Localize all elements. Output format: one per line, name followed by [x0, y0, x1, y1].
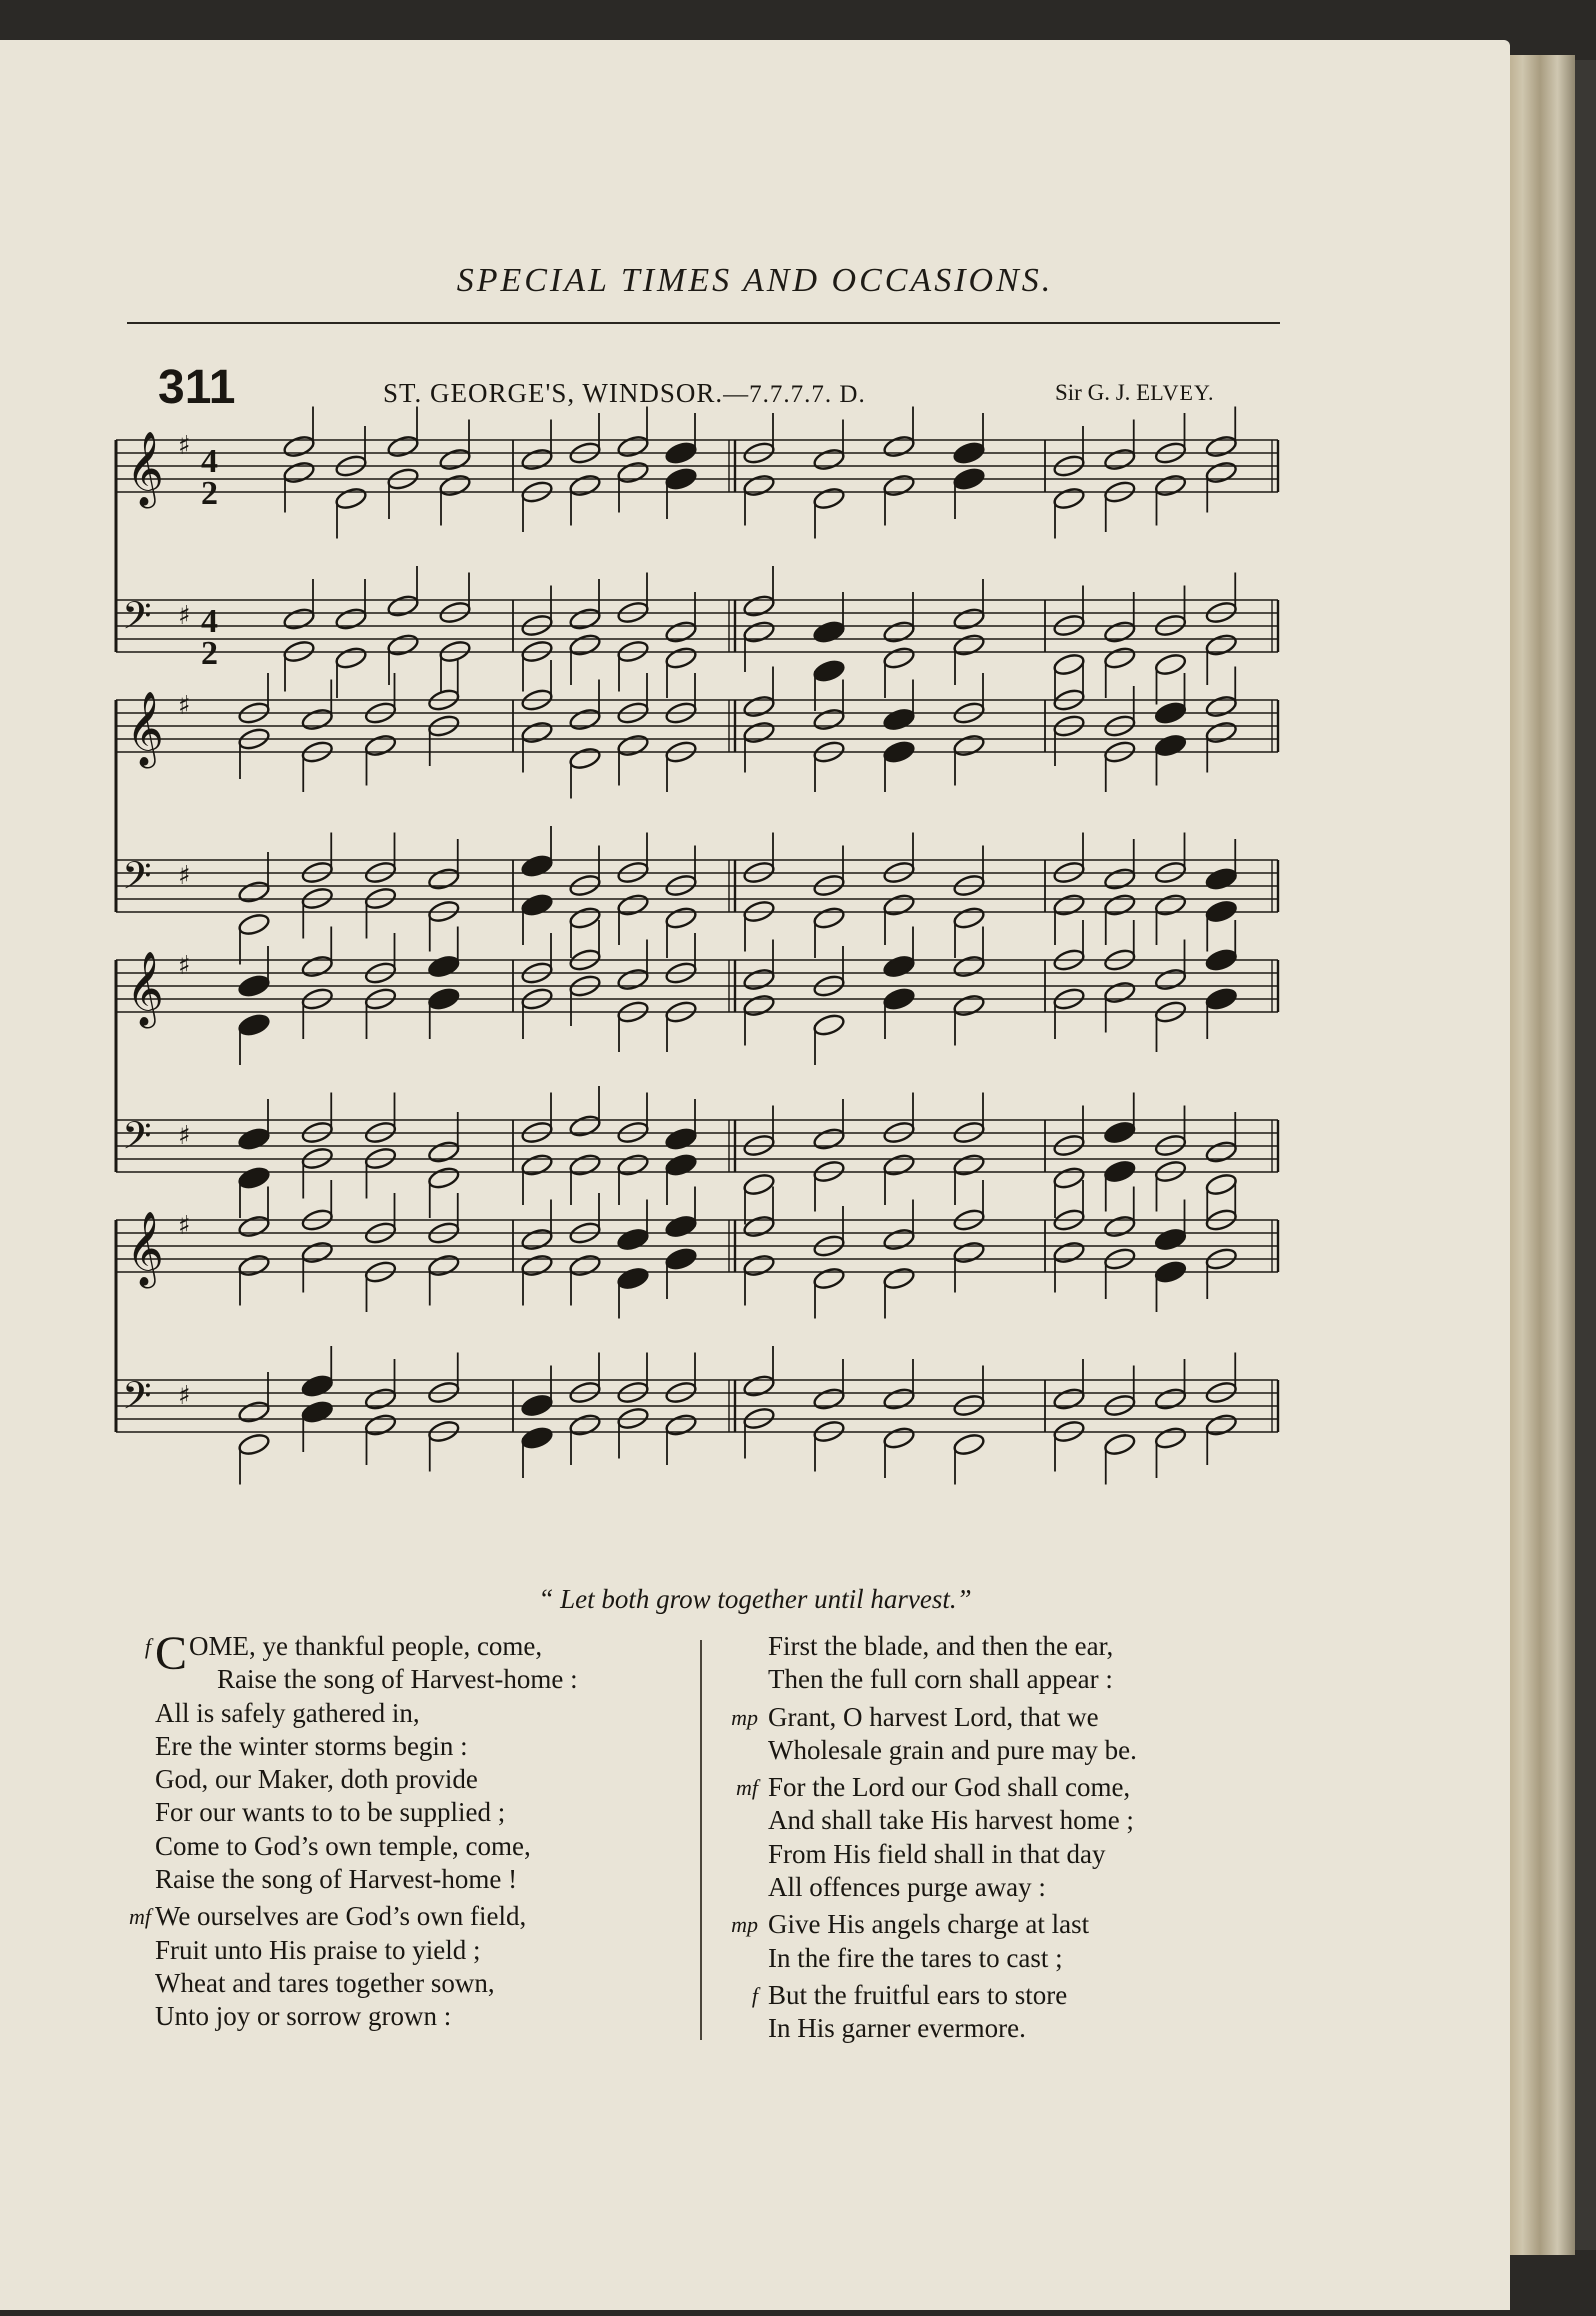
note-head	[237, 1399, 271, 1424]
verse-line	[155, 1663, 578, 1696]
note-head	[812, 486, 846, 511]
verse	[144, 1627, 578, 1896]
note-head	[952, 1432, 986, 1457]
bass-clef: 𝄢	[122, 1373, 152, 1427]
verse-line-text: Ere the winter storms begin :	[155, 1730, 468, 1761]
note-head	[882, 1386, 916, 1411]
note-head	[616, 1152, 650, 1177]
note-head	[1204, 899, 1238, 924]
note-head	[742, 1172, 776, 1197]
bass-clef: 𝄢	[122, 853, 152, 907]
verse-line	[768, 1942, 1137, 1975]
note-head	[882, 619, 916, 644]
note-head	[1103, 980, 1137, 1005]
verse-line	[155, 2000, 578, 2033]
note-head	[237, 1012, 271, 1037]
note-head	[520, 853, 554, 878]
verse-line	[768, 1701, 1137, 1734]
note-head	[812, 1012, 846, 1037]
note-head	[1204, 1139, 1238, 1164]
note-head	[1204, 694, 1238, 719]
note-head	[664, 645, 698, 670]
verse-line	[155, 1967, 578, 2000]
note-head	[1154, 473, 1188, 498]
drop-cap: C	[155, 1627, 188, 1680]
note-head	[334, 486, 368, 511]
note-head	[664, 1246, 698, 1271]
score-systems	[116, 407, 1278, 1485]
note-head	[882, 1425, 916, 1450]
note-head	[742, 993, 776, 1018]
note-head	[237, 1165, 271, 1190]
verse-line-text: Fruit unto His praise to yield ;	[155, 1934, 481, 1965]
note-head	[616, 967, 650, 992]
note-head	[664, 1126, 698, 1151]
note-head	[1154, 1227, 1188, 1252]
note-head	[1103, 1214, 1137, 1239]
note-head	[664, 1412, 698, 1437]
hymnal-page	[0, 40, 1510, 2310]
note-head	[568, 1152, 602, 1177]
note-head	[300, 1399, 334, 1424]
note-head	[427, 1165, 461, 1190]
note-head	[520, 1227, 554, 1252]
note-head	[568, 1113, 602, 1138]
verse-line-text: All offences purge away :	[768, 1872, 1046, 1903]
note-head	[882, 1227, 916, 1252]
verse-line-text: But the fruitful ears to store	[768, 1979, 1068, 2010]
note-head	[438, 447, 472, 472]
note-head	[1052, 486, 1086, 511]
note-head	[568, 632, 602, 657]
note-head	[364, 733, 398, 758]
note-head	[742, 720, 776, 745]
note-head	[1204, 1412, 1238, 1437]
note-head	[882, 1152, 916, 1177]
verse-line-text: First the blade, and then the ear,	[768, 1631, 1114, 1661]
note-head	[568, 1412, 602, 1437]
note-head	[1103, 892, 1137, 917]
verse	[731, 1908, 1137, 1975]
verse-line-text: In His garner evermore.	[768, 2013, 1026, 2044]
note-head	[1154, 892, 1188, 917]
verse-line-text: For the Lord our God shall come,	[768, 1772, 1131, 1803]
note-head	[237, 912, 271, 937]
verse-line	[768, 1804, 1137, 1837]
note-head	[300, 954, 334, 979]
sharp-key-signature: ♯	[178, 1121, 191, 1151]
note-head	[616, 892, 650, 917]
note-head	[237, 1253, 271, 1278]
tune-name: ST. GEORGE'S, WINDSOR.	[383, 378, 724, 408]
bass-clef: 𝄢	[122, 1113, 152, 1167]
note-head	[1052, 1165, 1086, 1190]
note-head	[438, 473, 472, 498]
note-head	[664, 466, 698, 491]
note-head	[1154, 1425, 1188, 1450]
verse-line-text: Grant, O harvest Lord, that we	[768, 1701, 1099, 1732]
verse-line-text: And shall take His harvest home ;	[768, 1805, 1134, 1836]
note-head	[520, 1253, 554, 1278]
note-head	[1103, 645, 1137, 670]
verse-line	[768, 1663, 1137, 1696]
note-head	[427, 986, 461, 1011]
note-head	[952, 905, 986, 930]
note-head	[952, 1152, 986, 1177]
note-head	[282, 606, 316, 631]
note-head	[520, 1152, 554, 1177]
note-head	[812, 1266, 846, 1291]
note-head	[282, 460, 316, 485]
note-head	[742, 694, 776, 719]
note-head	[237, 1126, 271, 1151]
note-head	[882, 954, 916, 979]
note-head	[1154, 1386, 1188, 1411]
sharp-key-signature: ♯	[178, 431, 191, 461]
verse-line-text: From His field shall in that day	[768, 1838, 1106, 1869]
note-head	[882, 434, 916, 459]
note-head	[1103, 1159, 1137, 1184]
bass-clef: 𝄢	[122, 593, 152, 647]
note-head	[664, 905, 698, 930]
note-head	[1103, 447, 1137, 472]
note-head	[616, 1227, 650, 1252]
verse	[731, 1701, 1137, 1768]
dynamic-marking: mf	[129, 1904, 151, 1930]
note-head	[742, 1253, 776, 1278]
note-head	[1052, 652, 1086, 677]
note-head	[952, 993, 986, 1018]
note-head	[1204, 986, 1238, 1011]
verse-line	[768, 1734, 1137, 1767]
verse-line-text: For our wants to to be supplied ;	[155, 1797, 506, 1828]
note-head	[237, 1214, 271, 1239]
note-head	[1204, 947, 1238, 972]
verse-line-text: Then the full corn shall appear :	[768, 1664, 1113, 1695]
note-head	[300, 1240, 334, 1265]
note-head	[882, 892, 916, 917]
hymn-number: 311	[158, 361, 236, 414]
note-head	[616, 1266, 650, 1291]
time-signature-top-treble: 4	[201, 443, 218, 480]
note-head	[616, 434, 650, 459]
note-head	[882, 739, 916, 764]
note-head	[1154, 1259, 1188, 1284]
note-head	[334, 645, 368, 670]
verse-line	[768, 1871, 1137, 1904]
note-head	[742, 593, 776, 618]
note-head	[427, 954, 461, 979]
note-head	[952, 954, 986, 979]
verse-line-text: Come to God’s own temple, come,	[155, 1830, 531, 1861]
verse	[129, 1900, 578, 2033]
note-head	[568, 905, 602, 930]
note-head	[568, 473, 602, 498]
dynamic-marking: f	[751, 1982, 758, 2008]
note-head	[952, 606, 986, 631]
note-head	[952, 440, 986, 465]
note-head	[812, 1386, 846, 1411]
verse-line-text: Raise the song of Harvest-home !	[155, 1864, 518, 1895]
note-head	[1154, 700, 1188, 725]
verse-line-text: OME, ye thankful people, come,	[189, 1631, 543, 1661]
treble-clef: 𝄞	[126, 432, 164, 506]
note-head	[882, 1266, 916, 1291]
composer-name: Sir G. J. E	[1055, 380, 1151, 405]
note-head	[1052, 1240, 1086, 1265]
dynamic-marking: mp	[731, 1912, 758, 1938]
verse-line-text: Wholesale grain and pure may be.	[768, 1734, 1137, 1765]
treble-clef: 𝄞	[126, 952, 164, 1026]
verse-line	[768, 1838, 1137, 1871]
verse-line	[768, 1630, 1137, 1663]
time-signature-top-bass: 4	[201, 603, 218, 640]
sharp-key-signature: ♯	[178, 1211, 191, 1241]
note-head	[742, 967, 776, 992]
note-head	[1103, 1120, 1137, 1145]
note-head	[237, 1432, 271, 1457]
note-head	[664, 1152, 698, 1177]
note-head	[1204, 720, 1238, 745]
note-head	[742, 1214, 776, 1239]
note-head	[237, 973, 271, 998]
note-head	[1103, 866, 1137, 891]
sharp-key-signature: ♯	[178, 691, 191, 721]
verse-line-text: All is safely gathered in,	[155, 1697, 420, 1728]
verse-line	[155, 1830, 578, 1863]
note-head	[812, 619, 846, 644]
dynamic-marking: mf	[736, 1775, 758, 1801]
note-head	[812, 447, 846, 472]
time-signature-bottom-bass: 2	[201, 635, 218, 672]
note-head	[1204, 632, 1238, 657]
verse-line-text: Raise the song of Harvest-home :	[217, 1664, 578, 1695]
book-page-edges	[1505, 55, 1575, 2255]
note-head	[882, 473, 916, 498]
verse-line	[768, 1979, 1137, 2012]
note-head	[952, 466, 986, 491]
note-head	[386, 632, 420, 657]
note-head	[1154, 967, 1188, 992]
note-head	[427, 866, 461, 891]
verse-line	[768, 1908, 1137, 1941]
note-head	[520, 892, 554, 917]
book-cover-edge	[1575, 60, 1596, 2250]
verse-line	[155, 1934, 578, 1967]
verse-line-text: Give His angels charge at last	[768, 1909, 1090, 1940]
composer-name-smallcaps: LVEY.	[1150, 380, 1215, 405]
note-head	[1103, 1432, 1137, 1457]
verse-line-text: In the fire the tares to cast ;	[768, 1942, 1063, 1973]
verse-line-text: We ourselves are God’s own field,	[155, 1901, 527, 1932]
treble-clef: 𝄞	[126, 692, 164, 766]
note-head	[1204, 1172, 1238, 1197]
music-score	[0, 40, 1510, 1600]
tune-meter: —7.7.7.7. D.	[723, 381, 866, 408]
note-head	[300, 707, 334, 732]
note-head	[1052, 892, 1086, 917]
note-head	[882, 986, 916, 1011]
note-head	[1204, 460, 1238, 485]
note-head	[812, 707, 846, 732]
note-head	[568, 746, 602, 771]
note-head	[664, 619, 698, 644]
verse-line-text: Wheat and tares together sown,	[155, 1967, 495, 1998]
note-head	[1204, 866, 1238, 891]
sharp-key-signature: ♯	[178, 951, 191, 981]
note-head	[952, 733, 986, 758]
sharp-key-signature: ♯	[178, 601, 191, 631]
note-head	[520, 1393, 554, 1418]
note-head	[616, 733, 650, 758]
note-head	[568, 1253, 602, 1278]
sharp-key-signature: ♯	[178, 861, 191, 891]
note-head	[812, 1126, 846, 1151]
note-head	[364, 1412, 398, 1437]
note-head	[742, 1373, 776, 1398]
note-head	[568, 606, 602, 631]
note-head	[1154, 733, 1188, 758]
note-head	[952, 632, 986, 657]
note-head	[882, 707, 916, 732]
verse-line-text: Unto joy or sorrow grown :	[155, 2001, 452, 2032]
time-signature-bottom-treble: 2	[201, 475, 218, 512]
dynamic-marking: f	[144, 1634, 151, 1659]
note-head	[1103, 619, 1137, 644]
note-head	[520, 1425, 554, 1450]
note-head	[952, 1240, 986, 1265]
verse-line	[155, 1900, 578, 1933]
note-head	[427, 1253, 461, 1278]
lyrics-column-left	[129, 1627, 578, 2038]
note-head	[882, 645, 916, 670]
column-divider	[700, 1640, 702, 2040]
note-head	[520, 720, 554, 745]
sharp-key-signature: ♯	[178, 1381, 191, 1411]
verse-line-text: God, our Maker, doth provide	[155, 1764, 478, 1795]
note-head	[1154, 652, 1188, 677]
verse-line	[155, 1763, 578, 1796]
note-head	[386, 434, 420, 459]
verse-line	[155, 1863, 578, 1896]
note-head	[1204, 434, 1238, 459]
note-head	[386, 593, 420, 618]
verse	[736, 1771, 1137, 1904]
verse-line	[155, 1697, 578, 1730]
note-head	[364, 1386, 398, 1411]
note-head	[742, 619, 776, 644]
note-head	[237, 879, 271, 904]
verse	[768, 1630, 1137, 1697]
note-head	[664, 440, 698, 465]
dynamic-marking: mp	[731, 1704, 758, 1730]
running-head: SPECIAL TIMES AND OCCASIONS.	[456, 262, 1054, 299]
treble-clef: 𝄞	[126, 1212, 164, 1286]
verse	[751, 1979, 1137, 2046]
verse-line	[155, 1730, 578, 1763]
note-head	[282, 434, 316, 459]
lyrics-column-right	[731, 1630, 1137, 2050]
scripture-caption: “ Let both grow together until harvest.”	[538, 1584, 972, 1614]
verse-line	[768, 2012, 1137, 2045]
note-head	[520, 447, 554, 472]
note-head	[334, 606, 368, 631]
note-head	[812, 905, 846, 930]
note-head	[568, 707, 602, 732]
note-head	[616, 460, 650, 485]
note-head	[427, 1139, 461, 1164]
note-head	[742, 473, 776, 498]
verse-line	[155, 1796, 578, 1829]
note-head	[664, 1214, 698, 1239]
note-head	[300, 1373, 334, 1398]
verse-line	[768, 1771, 1137, 1804]
note-head	[812, 658, 846, 683]
note-head	[1052, 1386, 1086, 1411]
